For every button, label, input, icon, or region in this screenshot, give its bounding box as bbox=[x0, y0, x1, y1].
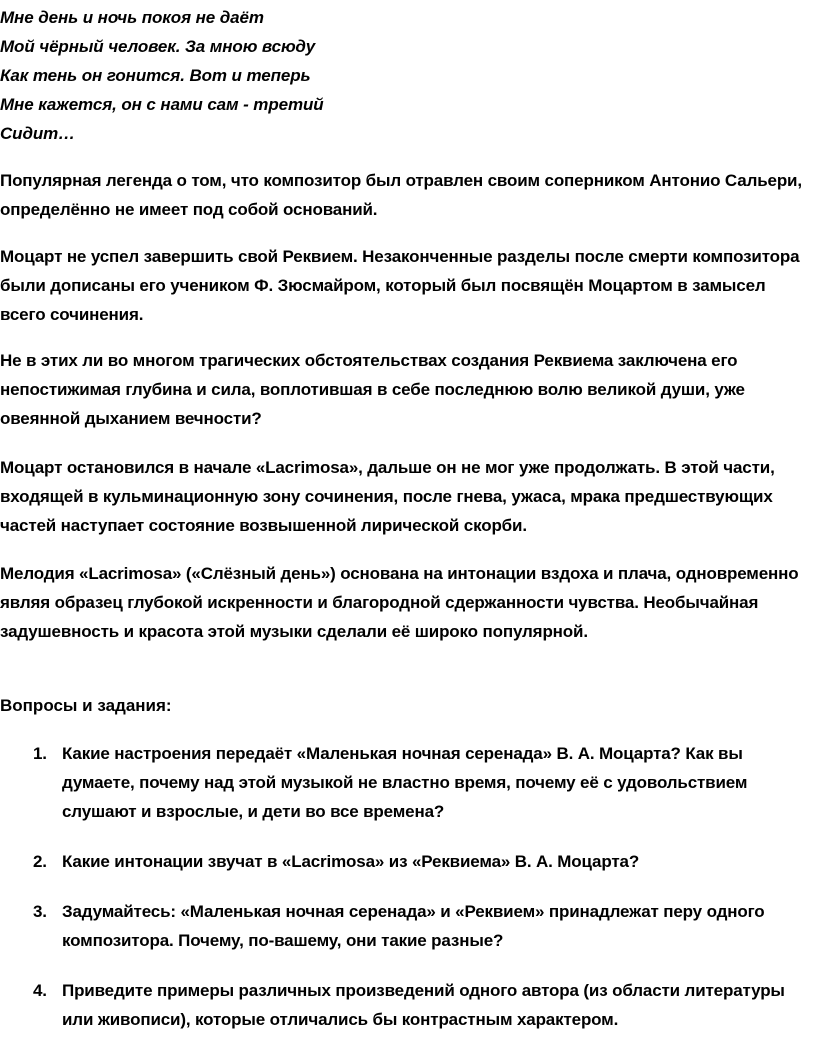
paragraph-lacrimosa-melody: Мелодия «Lacrimosa» («Слёзный день») основана на интонации вздоха и плача, одновременно являя образец глубокой искренности и благородной сдержанности чувства. Необычайная задушевность и красота этой музыки сделали её широко популярной. bbox=[0, 564, 799, 641]
poem-line: Сидит… bbox=[0, 124, 76, 143]
question-number: 2. bbox=[33, 852, 47, 871]
question-item bbox=[0, 847, 816, 876]
paragraph-lacrimosa-stop: Моцарт остановился в начале «Lacrimosa», дальше он не мог уже продолжать. В этой части, входящей в кульминационную зону сочинения, после гнева, ужаса, мрака предшествующих частей наступает состояние возвышенной лирической скорби. bbox=[0, 458, 775, 535]
poem-epigraph bbox=[0, 3, 324, 148]
question-text: Какие настроения передаёт «Маленькая ночная серенада» В. А. Моцарта? Как вы думаете, почему над этой музыкой не властно время, почему её с удовольствием слушают и взрослые, и дети во все времена? bbox=[62, 744, 748, 821]
paragraph-salieri-legend: Популярная легенда о том, что композитор был отравлен своим соперником Антонио Сальери, определённо не имеет под собой оснований. bbox=[0, 171, 802, 219]
question-text: Приведите примеры различных произведений одного автора (из области литературы или живописи), которые отличались бы контрастным характером. bbox=[62, 981, 785, 1029]
paragraph-requiem-depth: Не в этих ли во многом трагических обстоятельствах создания Реквиема заключена его непостижимая глубина и сила, воплотившая в себе последнюю волю великой души, уже овеянной дыханием вечности? bbox=[0, 351, 745, 428]
questions-heading: Вопросы и задания: bbox=[0, 696, 172, 715]
question-item bbox=[0, 976, 816, 1034]
questions-list bbox=[0, 739, 816, 1055]
question-item bbox=[0, 897, 816, 955]
paragraph-requiem-unfinished: Моцарт не успел завершить свой Реквием. Незаконченные разделы после смерти композитора были дописаны его учеником Ф. Зюсмайром, который был посвящён Моцартом в замысел всего сочинения. bbox=[0, 247, 800, 324]
poem-line: Мой чёрный человек. За мною всюду bbox=[0, 37, 316, 56]
poem-line: Мне день и ночь покоя не даёт bbox=[0, 8, 264, 27]
question-number: 3. bbox=[33, 902, 47, 921]
poem-line: Как тень он гонится. Вот и теперь bbox=[0, 66, 311, 85]
question-number: 1. bbox=[33, 744, 47, 763]
question-text: Какие интонации звучат в «Lacrimosa» из «Реквиема» В. А. Моцарта? bbox=[62, 852, 640, 871]
question-text: Задумайтесь: «Маленькая ночная серенада» и «Реквием» принадлежат перу одного композитора. Почему, по-вашему, они такие разные? bbox=[62, 902, 765, 950]
question-item bbox=[0, 739, 816, 826]
poem-line: Мне кажется, он с нами сам - третий bbox=[0, 95, 324, 114]
question-number: 4. bbox=[33, 981, 47, 1000]
